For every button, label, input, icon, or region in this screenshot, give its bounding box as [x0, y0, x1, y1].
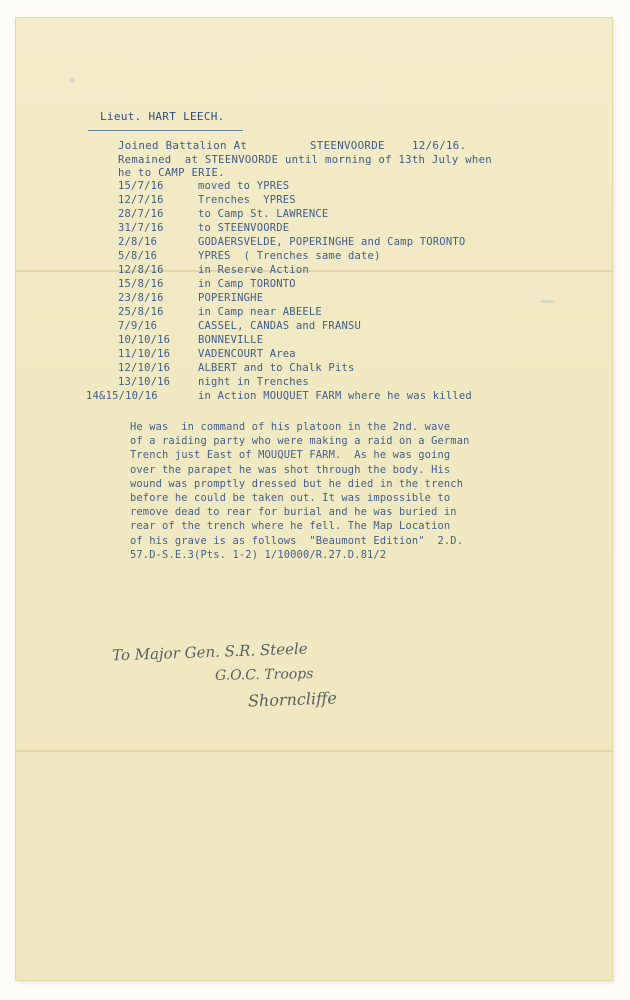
log-date: 23/8/16 [118, 292, 164, 304]
remained-line-2: he to CAMP ERIE. [118, 167, 225, 179]
log-date: 14&15/10/16 [86, 390, 158, 402]
log-date: 2/8/16 [118, 236, 158, 248]
log-date: 5/8/16 [118, 250, 158, 262]
log-text: in Action MOUQUET FARM where he was killed [198, 390, 472, 402]
fold-line [16, 750, 612, 752]
log-text: CASSEL, CANDAS and FRANSU [198, 320, 362, 332]
narrative-paragraph [130, 420, 530, 562]
joined-date: 12/6/16. [412, 139, 467, 152]
log-date: 15/8/16 [118, 278, 164, 290]
fold-line [16, 270, 612, 272]
narrative-line: before he could be taken out. It was impossible to [130, 491, 451, 504]
name-underline [88, 130, 243, 131]
ink-spot [540, 300, 554, 303]
handwritten-recipient: To Major Gen. S.R. Steele [111, 639, 308, 665]
narrative-line: of a raiding party who were making a raid on a German [130, 435, 470, 448]
log-date: 12/7/16 [118, 194, 164, 206]
log-text: GODAERSVELDE, POPERINGHE and Camp TORONTO [198, 236, 466, 248]
log-date: 28/7/16 [118, 208, 164, 220]
log-text: BONNEVILLE [198, 334, 264, 346]
narrative-line: of his grave is as follows "Beaumont Edition" 2.D. [130, 534, 464, 547]
log-date: 13/10/16 [118, 376, 171, 388]
log-text: to STEENVOORDE [198, 222, 290, 234]
log-text: to Camp St. LAWRENCE [198, 208, 329, 220]
joined-place: STEENVOORDE [310, 139, 385, 152]
handwritten-place: Shorncliffe [247, 688, 338, 711]
log-date: 15/7/16 [118, 180, 164, 192]
log-date: 11/10/16 [118, 348, 171, 360]
log-date: 7/9/16 [118, 320, 158, 332]
narrative-line: rear of the trench where he fell. The Map Location [130, 520, 451, 533]
log-date: 12/8/16 [118, 264, 164, 276]
log-date: 31/7/16 [118, 222, 164, 234]
log-date: 25/8/16 [118, 306, 164, 318]
soldier-name: Lieut. HART LEECH. [100, 110, 225, 123]
log-text: VADENCOURT Area [198, 348, 296, 360]
narrative-line: 57.D-S.E.3(Pts. 1-2) 1/10000/R.27.D.81/2 [130, 548, 387, 561]
handwritten-title: G.O.C. Troops [214, 666, 314, 684]
log-text: POPERINGHE [198, 292, 264, 304]
narrative-line: over the parapet he was shot through the body. His [130, 463, 451, 476]
log-date: 10/10/16 [118, 334, 171, 346]
log-text: moved to YPRES [198, 180, 290, 192]
log-text: in Reserve Action [198, 264, 309, 276]
log-text: ALBERT and to Chalk Pits [198, 362, 355, 374]
log-date: 12/10/16 [118, 362, 171, 374]
narrative-line: Trench just East of MOUQUET FARM. As he was going [130, 449, 451, 462]
remained-line: Remained at STEENVOORDE until morning of 13th July when [118, 154, 492, 166]
narrative-line: remove dead to rear for burial and he was buried in [130, 506, 457, 519]
narrative-line: wound was promptly dressed but he died in the trench [130, 477, 464, 490]
ink-spot [70, 78, 75, 83]
joined-label: Joined Battalion At [118, 139, 248, 152]
log-text: Trenches YPRES [198, 194, 296, 206]
narrative-line: He was in command of his platoon in the 2nd. wave [130, 421, 451, 433]
log-text: night in Trenches [198, 376, 309, 388]
log-text: in Camp near ABEELE [198, 306, 322, 318]
log-text: in Camp TORONTO [198, 278, 296, 290]
log-text: YPRES ( Trenches same date) [198, 250, 381, 262]
